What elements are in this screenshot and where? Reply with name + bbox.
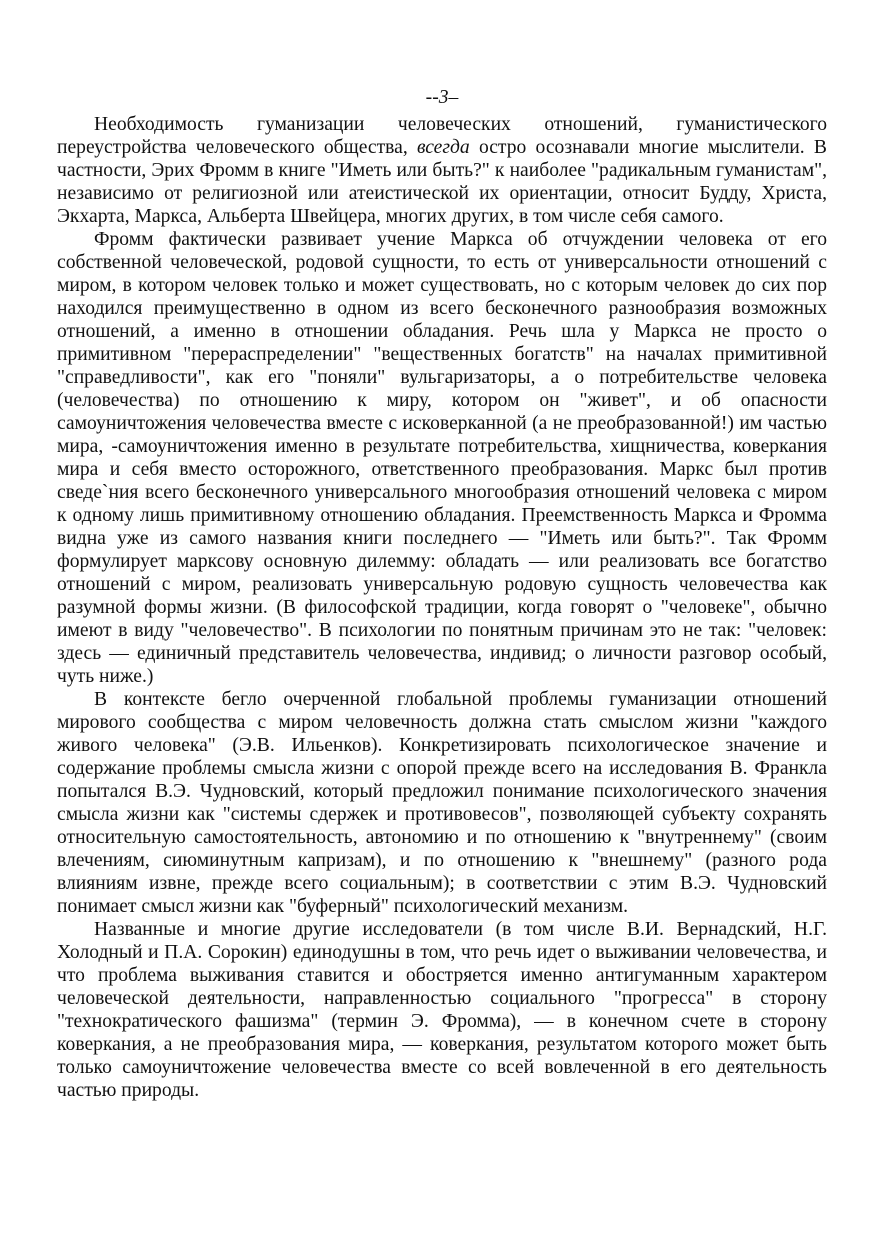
paragraph-1-text-start: Необходимость гуманизации человеческих отношений, гуманистического переустройства человеческого общества,	[57, 114, 827, 158]
paragraph-4: Названные и многие другие исследователи (в том числе В.И. Вернадский, Н.Г. Холодный и П.А. Сорокин) единодушны в том, что речь идет о выживании человечества, и что проблема выживания ставится и обостряется именно антигуманным характером человеческой деятельности, направленностью социального "прогресса" в сторону "технократического фашизма" (термин Э. Фромма), — в конечном счете в сторону коверкания, а не преобразования мира, — коверкания, результатом которого может быть только самоуничтожение человечества вместе со всей вовлеченной в его деятельность частью природы.	[57, 919, 827, 1101]
paragraph-2: Фромм фактически развивает учение Маркса об отчуждении человека от его собственной человеческой, родовой сущности, то есть от универсальности отношений с миром, в котором человек только и может существовать, но с которым человек до сих пор находился преимущественно в одном из всего бесконечного разнообразия возможных отношений, а именно в отношении обладания. Речь шла у Маркса не просто о примитивном "перераспределении" "вещественных богатств" на началах примитивной "справедливости", как его "поняли" вульгаризаторы, а о потребительстве человека (человечества) по отношению к миру, котором он "живет", и об опасности самоуничтожения человечества вместе с исковерканной (а не преобразованной!) им частью мира, -самоуничтожения именно в результате потребительства, хищничества, коверкания мира и себя вместо осторожного, ответственного преобразования. Маркс был против сведе`ния всего бесконечного универсального многообразия отношений человека с миром к одному лишь примитивному отношению обладания. Преемственность Маркса и Фромма видна уже из самого названия книги последнего — "Иметь или быть?". Так Фромм формулирует марксову основную дилемму: обладать — или реализовать все богатство отношений с миром, реализовать универсальную родовую сущность человечества как разумной формы жизни. (В философской традиции, когда говорят о "человеке", обычно имеют в виду "человечество". В психологии по понятным причинам это не так: "человек: здесь — единичный представитель человечества, индивид; о личности разговор особый, чуть ниже.)	[57, 229, 827, 687]
document-page	[57, 86, 827, 1102]
paragraph-1-text-end: остро осознавали многие мыслители. В частности, Эрих Фромм в книге "Иметь или быть?" к наиболее "радикальным гуманистам", независимо от религиозной или атеистической их ориентации, относит Будду, Христа, Экхарта, Маркса, Альберта Швейцера, многих других, в том числе себя самого.	[57, 137, 827, 227]
paragraph-3: В контексте бегло очерченной глобальной проблемы гуманизации отношений мирового сообщества с миром человечность должна стать смыслом жизни "каждого живого человека" (Э.В. Ильенков). Конкретизировать психологическое значение и содержание проблемы смысла жизни с опорой прежде всего на исследования В. Франкла попытался В.Э. Чудновский, который предложил понимание психологического значения смысла жизни как "системы сдержек и противовесов", позволяющей субъекту сохранять относительную самостоятельность, автономию и по отношению к "внутреннему" (своим влечениям, сиюминутным капризам), и по отношению к "внешнему" (разного рода влияниям извне, прежде всего социальным); в соответствии с этим В.Э. Чудновский понимает смысл жизни как "буферный" психологический механизм.	[57, 689, 827, 917]
paragraph-1	[57, 113, 827, 228]
paragraph-1-emphasis: всегда	[416, 137, 470, 158]
page-number: --3–	[425, 87, 459, 108]
